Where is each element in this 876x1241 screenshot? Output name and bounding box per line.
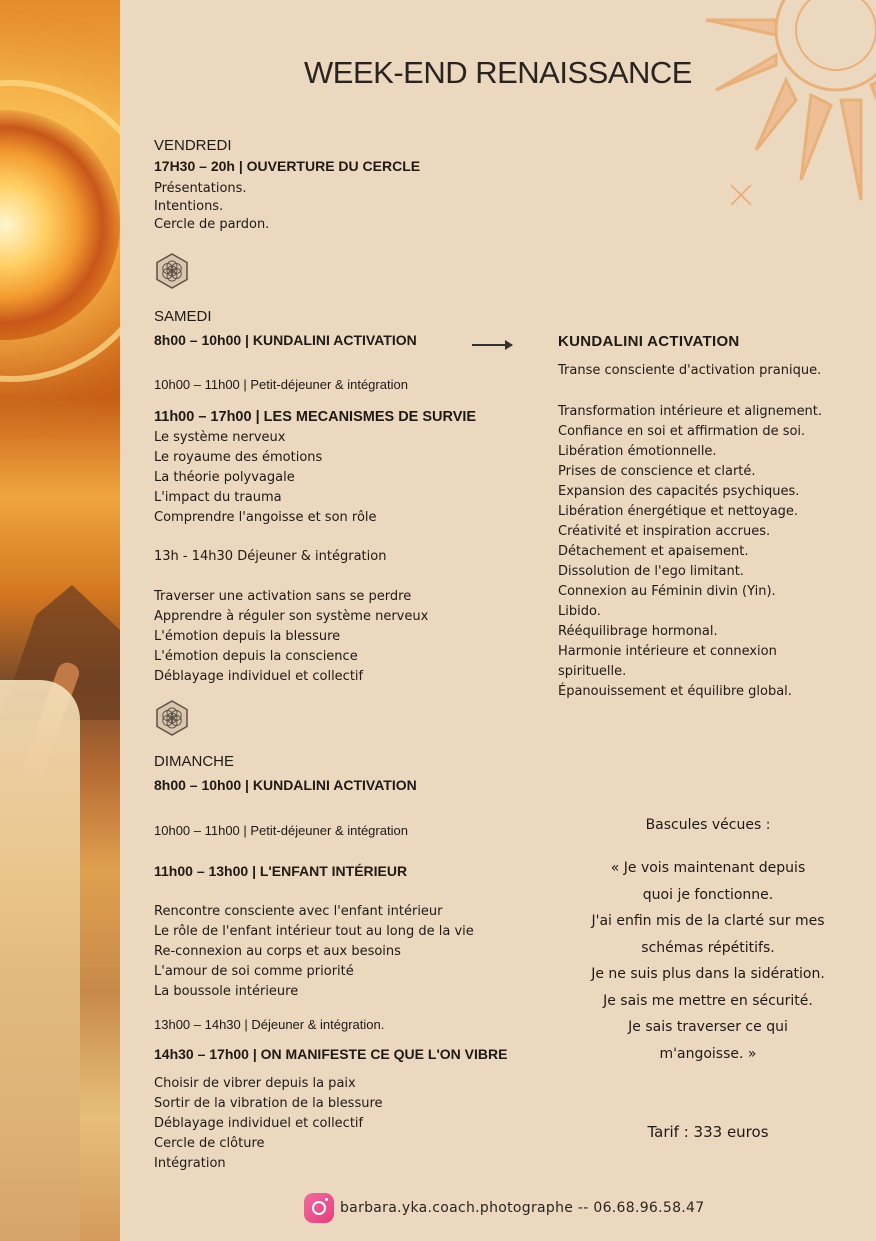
quote-line: quoi je fonctionne. (642, 886, 774, 903)
sunday-manifest-title: 14h30 – 17h00 | ON MANIFESTE CE QUE L'ON VIBRE (154, 1046, 508, 1062)
list-item: Créativité et inspiration accrues. (558, 524, 771, 539)
saturday-survival-items (154, 428, 377, 528)
saturday-breakfast: 10h00 – 11h00 | Petit-déjeuner & intégration (154, 377, 408, 392)
quote-line: « Je vois maintenant depuis (610, 860, 806, 876)
quote-line: schémas répétitifs. (641, 939, 775, 956)
list-item: Le système nerveux (154, 430, 286, 445)
list-item: Libération énergétique et nettoyage. (558, 504, 799, 519)
list-item: Présentations. (154, 181, 247, 196)
instagram-icon[interactable] (304, 1193, 334, 1223)
page-title: WEEK-END RENAISSANCE (304, 55, 692, 90)
list-item: L'amour de soi comme priorité (154, 964, 354, 979)
list-item: L'émotion depuis la conscience (154, 649, 358, 664)
list-item: Déblayage individuel et collectif (154, 1116, 364, 1131)
flower-of-life-icon (154, 700, 190, 736)
quote-line: J'ai enfin mis de la clarté sur mes (591, 913, 825, 929)
list-item: L'impact du trauma (154, 490, 282, 505)
list-item: Libido. (558, 604, 601, 619)
list-item: Intégration (154, 1156, 226, 1171)
list-item: Rééquilibrage hormonal. (558, 624, 718, 639)
friday-session-title: 17H30 – 20h | OUVERTURE DU CERCLE (154, 158, 421, 174)
list-item: La boussole intérieure (154, 984, 299, 999)
list-item: Cercle de clôture (154, 1136, 265, 1151)
list-item: Libération émotionnelle. (558, 444, 717, 459)
list-item: Traverser une activation sans se perdre (154, 589, 412, 604)
list-item: Épanouissement et équilibre global. (558, 684, 792, 699)
flower-of-life-icon (154, 253, 190, 289)
arrow-right-icon (472, 344, 512, 346)
list-item: Le rôle de l'enfant intérieur tout au long de la vie (154, 924, 474, 939)
quote-line: m'angoisse. » (659, 1045, 757, 1062)
price: Tarif : 333 euros (647, 1123, 769, 1141)
sunday-inner-child-title: 11h00 – 13h00 | L'ENFANT INTÉRIEUR (154, 863, 408, 879)
list-item: Choisir de vibrer depuis la paix (154, 1076, 356, 1091)
list-item: Déblayage individuel et collectif (154, 669, 364, 684)
saturday-heading: SAMEDI (154, 308, 212, 325)
list-item: Dissolution de l'ego limitant. (558, 564, 744, 579)
list-item: Re-connexion au corps et aux besoins (154, 944, 401, 959)
list-item: Intentions. (154, 199, 224, 214)
quote-line: Je sais me mettre en sécurité. (603, 992, 813, 1009)
list-item: Confiance en soi et affirmation de soi. (558, 424, 806, 439)
saturday-afternoon-items (154, 587, 428, 687)
sunday-inner-child-items (154, 902, 474, 1002)
kundalini-panel-subtitle: Transe consciente d'activation pranique. (558, 363, 822, 378)
testimonial-title: Bascules vécues : (645, 817, 771, 833)
list-item: Prises de conscience et clarté. (558, 464, 756, 479)
kundalini-benefits-list (558, 402, 822, 702)
quote-line: Je sais traverser ce qui (628, 1019, 788, 1035)
kundalini-panel-title: KUNDALINI ACTIVATION (558, 333, 740, 350)
list-item: L'émotion depuis la blessure (154, 629, 341, 644)
quote-line: Je ne suis plus dans la sidération. (591, 966, 825, 982)
sunday-manifest-items (154, 1074, 383, 1174)
list-item: Apprendre à réguler son système nerveux (154, 609, 429, 624)
list-item: Le royaume des émotions (154, 450, 323, 465)
contact-footer (304, 1191, 704, 1225)
list-item: Connexion au Féminin divin (Yin). (558, 584, 776, 599)
list-item: Détachement et apaisement. (558, 544, 749, 559)
saturday-kundalini-title: 8h00 – 10h00 | KUNDALINI ACTIVATION (154, 332, 417, 348)
friday-heading: VENDREDI (154, 137, 232, 154)
list-item: Transformation intérieure et alignement. (558, 404, 823, 419)
list-item: La théorie polyvagale (154, 470, 295, 485)
list-item: spirituelle. (558, 664, 627, 679)
list-item: Comprendre l'angoisse et son rôle (154, 510, 377, 525)
testimonial-quote (558, 855, 858, 1067)
list-item: Harmonie intérieure et connexion (558, 644, 777, 659)
sunday-kundalini-title: 8h00 – 10h00 | KUNDALINI ACTIVATION (154, 777, 417, 793)
decorative-sun-icon (636, 0, 876, 260)
saturday-survival-title: 11h00 – 17h00 | LES MECANISMES DE SURVIE (154, 409, 477, 425)
friday-items (154, 180, 269, 234)
list-item: Rencontre consciente avec l'enfant intérieur (154, 904, 443, 919)
list-item: Cercle de pardon. (154, 217, 270, 232)
saturday-lunch: 13h - 14h30 Déjeuner & intégration (154, 549, 387, 564)
sunday-breakfast: 10h00 – 11h00 | Petit-déjeuner & intégration (154, 823, 408, 838)
sunday-heading: DIMANCHE (154, 753, 235, 770)
list-item: Sortir de la vibration de la blessure (154, 1096, 383, 1111)
sunday-lunch: 13h00 – 14h30 | Déjeuner & intégration. (154, 1017, 385, 1032)
sunset-photo (0, 0, 120, 1241)
contact-text[interactable]: barbara.yka.coach.photographe -- 06.68.96.58.47 (340, 1200, 705, 1216)
list-item: Expansion des capacités psychiques. (558, 484, 800, 499)
